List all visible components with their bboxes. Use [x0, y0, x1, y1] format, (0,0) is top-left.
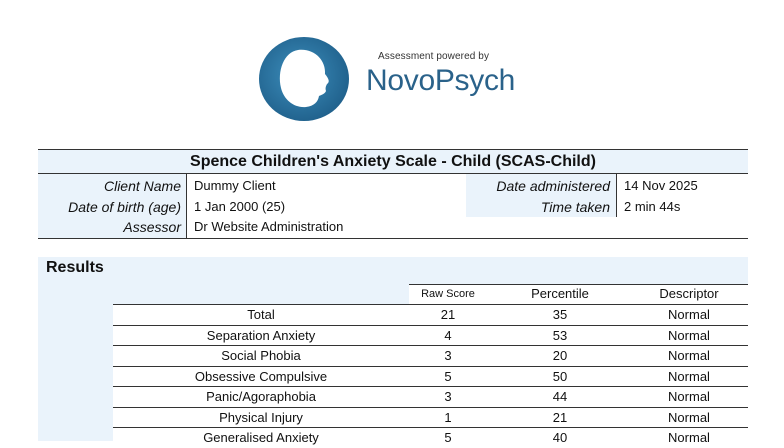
row-scale-name: Total — [247, 307, 275, 322]
col-header-raw-score: Raw Score — [421, 288, 475, 300]
row-descriptor: Normal — [668, 348, 710, 363]
row-descriptor: Normal — [668, 409, 710, 425]
row-raw-score: 3 — [444, 389, 452, 404]
client-name-value: Dummy Client — [194, 178, 276, 193]
col-header-percentile: Percentile — [531, 286, 589, 301]
powered-by-text: Assessment powered by — [378, 51, 490, 62]
row-percentile: 40 — [552, 430, 568, 445]
date-administered-label: Date administered — [496, 178, 610, 194]
row-descriptor: Normal — [668, 430, 710, 445]
row-scale-name: Generalised Anxiety — [203, 430, 319, 445]
client-name-label: Client Name — [103, 178, 181, 194]
row-scale-name: Separation Anxiety — [206, 327, 316, 343]
row-raw-score: 5 — [444, 430, 452, 445]
client-info-table — [38, 149, 748, 239]
row-percentile: 44 — [552, 389, 568, 404]
date-administered-value: 14 Nov 2025 — [624, 178, 698, 193]
row-raw-score: 4 — [444, 327, 452, 343]
row-scale-name: Panic/Agoraphobia — [206, 389, 316, 404]
dob-label: Date of birth (age) — [68, 199, 181, 215]
assessor-value: Dr Website Administration — [194, 219, 344, 234]
results-title: Results — [46, 259, 104, 276]
time-taken-value: 2 min 44s — [624, 199, 681, 214]
row-percentile: 53 — [552, 327, 568, 343]
row-descriptor: Normal — [668, 327, 710, 343]
row-scale-name: Obsessive Compulsive — [194, 368, 328, 384]
time-taken-label: Time taken — [540, 199, 610, 215]
row-descriptor: Normal — [668, 368, 710, 384]
row-descriptor: Normal — [668, 389, 710, 404]
assessor-label: Assessor — [123, 219, 181, 235]
row-percentile: 20 — [552, 348, 568, 363]
row-raw-score: 5 — [444, 368, 452, 384]
row-scale-name: Social Phobia — [221, 348, 301, 363]
row-raw-score: 1 — [444, 409, 452, 425]
row-descriptor: Normal — [668, 307, 710, 322]
head-profile-ring-icon — [258, 36, 350, 122]
col-header-descriptor: Descriptor — [659, 286, 719, 301]
brand-name: NovoPsych — [366, 64, 516, 97]
row-raw-score: 21 — [440, 307, 456, 322]
row-percentile: 35 — [552, 307, 568, 322]
row-raw-score: 3 — [444, 348, 452, 363]
row-percentile: 21 — [552, 409, 568, 425]
report-title: Spence Children's Anxiety Scale - Child (SCAS-Child) — [38, 150, 748, 174]
dob-value: 1 Jan 2000 (25) — [194, 199, 286, 214]
row-percentile: 50 — [552, 368, 568, 384]
novopsych-logo — [258, 36, 350, 122]
row-scale-name: Physical Injury — [219, 409, 303, 425]
